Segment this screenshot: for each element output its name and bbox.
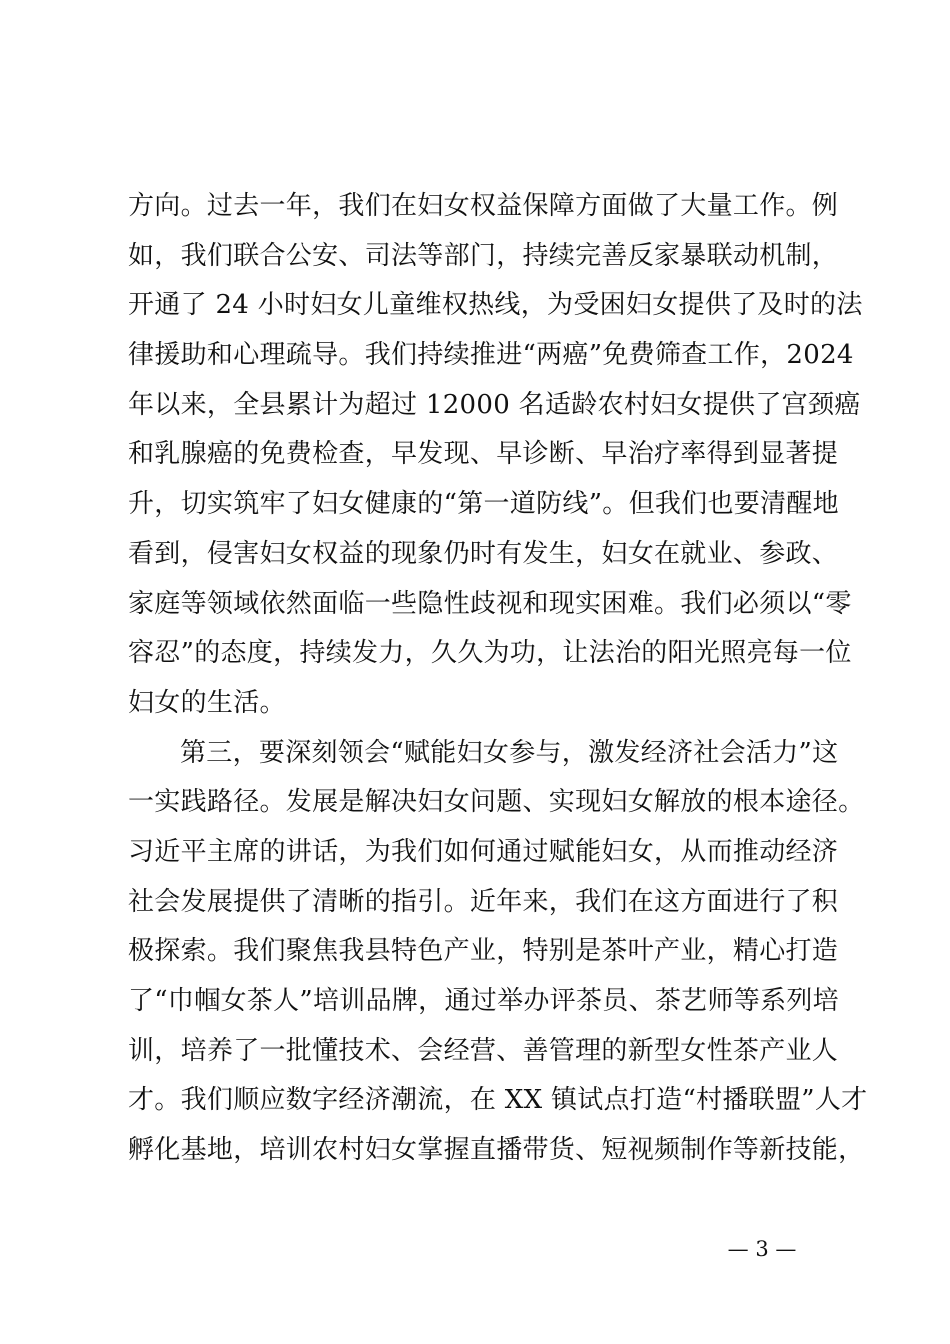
text-line: 才。我们顺应数字经济潮流，在 XX 镇试点打造“村播联盟”人才 [128, 1085, 868, 1116]
text-line: 律援助和心理疏导。我们持续推进“两癌”免费筛查工作，2024 [128, 340, 854, 371]
text-line: 年以来，全县累计为超过 12000 名适龄农村妇女提供了宫颈癌 [128, 389, 861, 420]
text-line: 了“巾帼女茶人”培训品牌，通过举办评茶员、茶艺师等系列培 [128, 986, 839, 1016]
text-line: 孵化基地，培训农村妇女掌握直播带货、短视频制作等新技能， [128, 1135, 865, 1166]
body-text [128, 182, 868, 1176]
text-line: 习近平主席的讲话，为我们如何通过赋能妇女，从而推动经济 [128, 836, 839, 867]
text-line: 方向。过去一年，我们在妇女权益保障方面做了大量工作。例 [128, 191, 839, 221]
text-line: 如，我们联合公安、司法等部门，持续完善反家暴联动机制， [128, 240, 839, 271]
text-line: 和乳腺癌的免费检查，早发现、早诊断、早治疗率得到显著提 [128, 439, 839, 470]
text-line: 一实践路径。发展是解决妇女问题、实现妇女解放的根本途径。 [128, 787, 865, 818]
text-line: 训，培养了一批懂技术、会经营、善管理的新型女性茶产业人 [128, 1035, 839, 1066]
text-line: 升，切实筑牢了妇女健康的“第一道防线”。但我们也要清醒地 [128, 489, 839, 520]
paragraph-start-line: 第三，要深刻领会“赋能妇女参与，激发经济社会活力”这 [180, 737, 839, 768]
text-line: 看到，侵害妇女权益的现象仍时有发生，妇女在就业、参政、 [128, 538, 839, 569]
text-line: 社会发展提供了清晰的指引。近年来，我们在这方面进行了积 [128, 886, 839, 917]
text-line: 容忍”的态度，持续发力，久久为功，让法治的阳光照亮每一位 [128, 638, 852, 669]
text-line: 极探索。我们聚焦我县特色产业，特别是茶叶产业，精心打造 [128, 936, 839, 967]
text-line: 家庭等领域依然面临一些隐性歧视和现实困难。我们必须以“零 [128, 588, 852, 619]
paragraph-end-line: 妇女的生活。 [128, 687, 286, 718]
text-line: 开通了 24 小时妇女儿童维权热线，为受困妇女提供了及时的法 [128, 290, 863, 321]
page-number: — 3 — [727, 1237, 797, 1261]
